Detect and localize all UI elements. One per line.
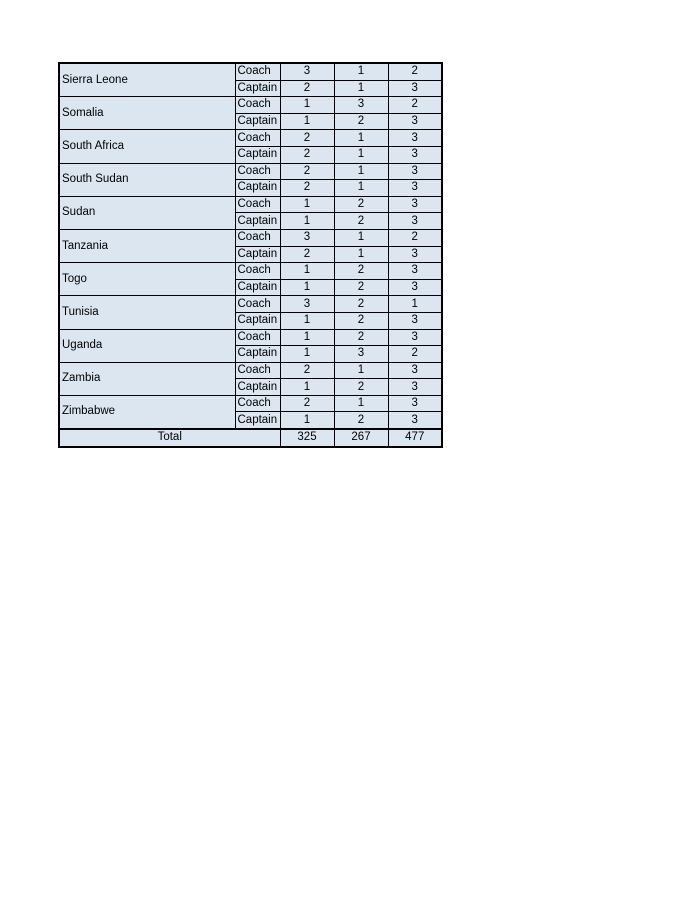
value-cell: 3 xyxy=(388,263,442,280)
value-cell: 3 xyxy=(388,163,442,180)
total-value-cell: 325 xyxy=(280,429,334,447)
country-cell: Somalia xyxy=(59,97,235,130)
total-value-cell: 267 xyxy=(334,429,388,447)
value-cell: 3 xyxy=(388,246,442,263)
value-cell: 2 xyxy=(388,346,442,363)
value-cell: 3 xyxy=(388,130,442,147)
value-cell: 2 xyxy=(388,63,442,80)
country-cell: Zimbabwe xyxy=(59,395,235,429)
value-cell: 1 xyxy=(280,113,334,130)
value-cell: 1 xyxy=(280,263,334,280)
value-cell: 2 xyxy=(334,213,388,230)
value-cell: 3 xyxy=(388,213,442,230)
value-cell: 1 xyxy=(280,279,334,296)
role-cell: Coach xyxy=(235,395,280,412)
value-cell: 1 xyxy=(388,296,442,313)
role-cell: Coach xyxy=(235,163,280,180)
table-row xyxy=(59,163,442,180)
value-cell: 2 xyxy=(280,130,334,147)
value-cell: 3 xyxy=(388,279,442,296)
role-cell: Captain xyxy=(235,80,280,97)
country-cell: Sierra Leone xyxy=(59,63,235,97)
value-cell: 2 xyxy=(334,329,388,346)
role-cell: Captain xyxy=(235,246,280,263)
role-cell: Coach xyxy=(235,296,280,313)
value-cell: 3 xyxy=(388,312,442,329)
total-value-cell: 477 xyxy=(388,429,442,447)
country-cell: Tunisia xyxy=(59,296,235,329)
value-cell: 1 xyxy=(334,130,388,147)
value-cell: 2 xyxy=(280,163,334,180)
role-cell: Coach xyxy=(235,329,280,346)
role-cell: Coach xyxy=(235,362,280,379)
role-cell: Coach xyxy=(235,229,280,246)
role-cell: Coach xyxy=(235,63,280,80)
value-cell: 1 xyxy=(280,312,334,329)
value-cell: 2 xyxy=(280,395,334,412)
value-cell: 3 xyxy=(388,379,442,396)
role-cell: Captain xyxy=(235,379,280,396)
total-row xyxy=(59,429,442,447)
value-cell: 1 xyxy=(334,163,388,180)
value-cell: 1 xyxy=(334,180,388,197)
value-cell: 1 xyxy=(334,80,388,97)
value-cell: 3 xyxy=(388,80,442,97)
role-cell: Captain xyxy=(235,113,280,130)
value-cell: 3 xyxy=(388,329,442,346)
value-cell: 2 xyxy=(280,146,334,163)
value-cell: 2 xyxy=(334,312,388,329)
country-cell: Togo xyxy=(59,263,235,296)
role-cell: Captain xyxy=(235,180,280,197)
role-cell: Coach xyxy=(235,97,280,114)
table-row xyxy=(59,130,442,147)
table-row xyxy=(59,196,442,213)
value-cell: 1 xyxy=(280,379,334,396)
value-cell: 3 xyxy=(334,97,388,114)
role-cell: Captain xyxy=(235,279,280,296)
value-cell: 2 xyxy=(280,362,334,379)
country-cell: Zambia xyxy=(59,362,235,395)
role-cell: Captain xyxy=(235,146,280,163)
value-cell: 2 xyxy=(388,97,442,114)
table-row xyxy=(59,329,442,346)
role-cell: Captain xyxy=(235,412,280,429)
value-cell: 3 xyxy=(280,229,334,246)
value-cell: 1 xyxy=(334,63,388,80)
role-cell: Captain xyxy=(235,346,280,363)
table-row xyxy=(59,63,442,80)
value-cell: 1 xyxy=(280,97,334,114)
country-cell: Sudan xyxy=(59,196,235,229)
role-cell: Coach xyxy=(235,263,280,280)
value-cell: 2 xyxy=(334,113,388,130)
table-row xyxy=(59,395,442,412)
value-cell: 1 xyxy=(334,246,388,263)
role-cell: Captain xyxy=(235,312,280,329)
value-cell: 2 xyxy=(334,296,388,313)
table-row xyxy=(59,296,442,313)
table-row xyxy=(59,97,442,114)
value-cell: 3 xyxy=(280,63,334,80)
value-cell: 1 xyxy=(334,395,388,412)
table-row xyxy=(59,229,442,246)
value-cell: 3 xyxy=(388,196,442,213)
value-cell: 2 xyxy=(334,412,388,429)
country-cell: Tanzania xyxy=(59,229,235,262)
value-cell: 2 xyxy=(334,263,388,280)
table-row xyxy=(59,362,442,379)
votes-table xyxy=(58,62,443,448)
value-cell: 1 xyxy=(280,213,334,230)
value-cell: 2 xyxy=(280,246,334,263)
value-cell: 3 xyxy=(388,146,442,163)
value-cell: 1 xyxy=(334,362,388,379)
role-cell: Coach xyxy=(235,130,280,147)
value-cell: 3 xyxy=(388,113,442,130)
total-label: Total xyxy=(59,429,280,447)
value-cell: 3 xyxy=(388,180,442,197)
value-cell: 3 xyxy=(388,412,442,429)
value-cell: 2 xyxy=(334,379,388,396)
role-cell: Captain xyxy=(235,213,280,230)
country-cell: South Sudan xyxy=(59,163,235,196)
value-cell: 3 xyxy=(388,395,442,412)
country-cell: South Africa xyxy=(59,130,235,163)
table-row xyxy=(59,263,442,280)
value-cell: 2 xyxy=(388,229,442,246)
value-cell: 3 xyxy=(334,346,388,363)
country-cell: Uganda xyxy=(59,329,235,362)
value-cell: 1 xyxy=(280,329,334,346)
value-cell: 3 xyxy=(388,362,442,379)
value-cell: 2 xyxy=(280,180,334,197)
role-cell: Coach xyxy=(235,196,280,213)
value-cell: 3 xyxy=(280,296,334,313)
value-cell: 2 xyxy=(334,196,388,213)
value-cell: 1 xyxy=(280,196,334,213)
value-cell: 1 xyxy=(334,146,388,163)
value-cell: 2 xyxy=(334,279,388,296)
table-body xyxy=(59,63,442,447)
value-cell: 1 xyxy=(334,229,388,246)
value-cell: 1 xyxy=(280,412,334,429)
value-cell: 2 xyxy=(280,80,334,97)
value-cell: 1 xyxy=(280,346,334,363)
